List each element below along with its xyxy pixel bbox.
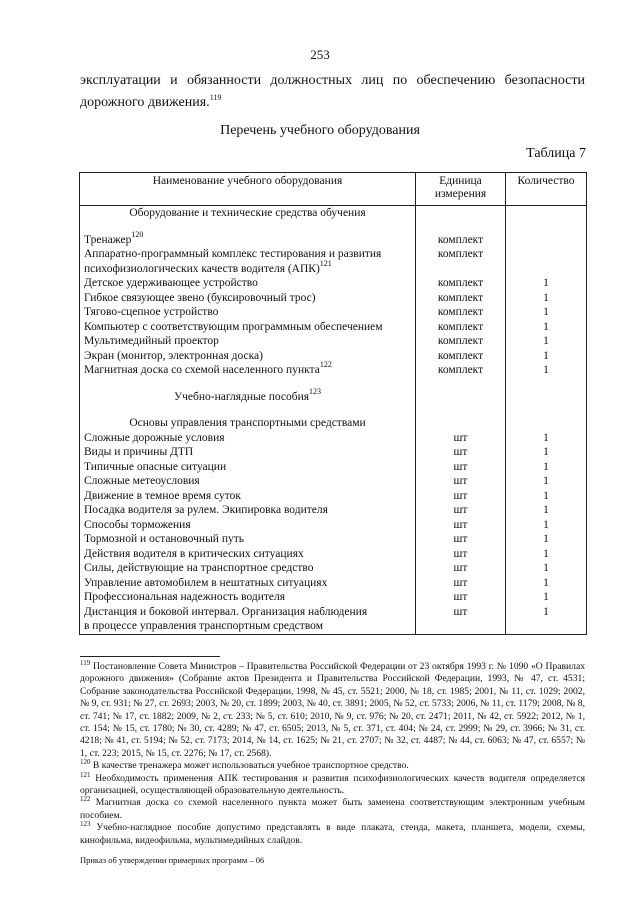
item-unit [416, 349, 506, 364]
table-body [80, 206, 587, 635]
item-unit-text: комплект [437, 248, 484, 260]
table-row [80, 532, 587, 547]
footnote-text: В качестве тренажера может использоваться учебное транспортное средство. [92, 760, 409, 772]
item-unit-text: комплект [437, 306, 484, 318]
empty-cell [416, 378, 506, 390]
item-unit-text: шт [453, 446, 468, 458]
item-unit [416, 320, 506, 335]
item-unit [416, 518, 506, 533]
item-quantity-text: 1 [543, 489, 549, 502]
header-name: Наименование учебного оборудования [80, 173, 416, 206]
item-quantity-text: 1 [543, 460, 549, 473]
item-quantity-text: 1 [543, 335, 549, 347]
item-unit-text: комплект [437, 364, 484, 376]
item-name-text: Силы, действующие на транспортное средство [84, 562, 314, 574]
table-spacer-row [80, 378, 587, 390]
item-unit [416, 561, 506, 576]
item-name [80, 605, 416, 635]
footnote [80, 661, 585, 760]
footnote-ref-119: 119 [209, 93, 222, 102]
item-name-text-continued: в процессе управления транспортным средством [84, 620, 323, 632]
item-quantity-text: 1 [543, 547, 549, 560]
item-quantity-text: 1 [543, 533, 549, 545]
empty-cell [506, 206, 587, 221]
table-row [80, 605, 587, 635]
item-quantity [506, 334, 587, 349]
item-unit [416, 247, 506, 276]
table-row [80, 518, 587, 533]
footnotes [80, 661, 585, 847]
item-quantity [506, 320, 587, 335]
item-quantity [506, 547, 587, 562]
footnote-text: Магнитная доска со схемой населенного пункта может быть заменена соответствующим электронным учебным пособием. [80, 797, 585, 821]
item-unit-text: шт [453, 504, 468, 516]
table-label: Таблица 7 [526, 146, 586, 161]
item-name-text: Дистанция и боковой интервал. Организация наблюдения [84, 605, 368, 618]
footnote-text: Необходимость применения АПК тестирования и развития психофизиологических качеств водителя определяется организацией, осуществляющей образовательную деятельность. [80, 772, 585, 797]
item-name-text: Способы торможения [84, 518, 191, 531]
item-unit [416, 590, 506, 605]
empty-cell [416, 390, 506, 405]
item-quantity-text: 1 [543, 306, 549, 318]
table-row [80, 474, 587, 489]
item-name [80, 291, 416, 306]
table-row [80, 334, 587, 349]
item-name [80, 445, 416, 460]
item-unit [416, 474, 506, 489]
intro-line-2 [80, 92, 585, 114]
footnote-ref: 123 [309, 386, 322, 396]
empty-cell [80, 404, 416, 416]
item-unit-text: шт [453, 562, 468, 574]
item-unit-text: комплект [437, 335, 484, 347]
item-unit [416, 576, 506, 591]
item-name-text: Магнитная доска со схемой населенного пункта [84, 364, 320, 376]
item-name [80, 460, 416, 475]
empty-cell [506, 390, 587, 405]
item-name [80, 229, 416, 248]
empty-cell [506, 221, 587, 233]
table-row [80, 489, 587, 504]
footnote-number: 120 [80, 758, 91, 767]
item-quantity [506, 605, 587, 635]
item-quantity [506, 291, 587, 306]
footnote-divider [80, 656, 220, 657]
item-quantity [506, 518, 587, 533]
item-name [80, 532, 416, 547]
item-quantity [506, 445, 587, 460]
item-name-text: Аппаратно-программный комплекс тестирования и развития [84, 248, 382, 260]
footnote-text: Учебно-наглядное пособие допустимо представлять в виде плаката, стенда, макета, планшета, модели, схемы, кинофильма, видеофильма, мультимедийных слайдов. [80, 822, 585, 846]
footnote [80, 822, 585, 847]
table-spacer-row [80, 221, 587, 233]
item-name [80, 360, 416, 378]
table-header-row [80, 173, 587, 206]
item-unit [416, 431, 506, 446]
table-row [80, 460, 587, 475]
section-equipment [80, 206, 416, 221]
table-spacer-row [80, 404, 587, 416]
table-row [80, 547, 587, 562]
footnote [80, 770, 585, 798]
item-name [80, 431, 416, 446]
item-name-text: Сложные дорожные условия [84, 431, 225, 444]
footnote-ref: 120 [131, 229, 144, 239]
item-name-text: Действия водителя в критических ситуациях [84, 547, 304, 560]
item-quantity-text: 1 [543, 277, 549, 289]
item-name [80, 503, 416, 518]
empty-cell [506, 378, 587, 390]
footnote [80, 797, 585, 822]
item-unit [416, 605, 506, 635]
item-name-text: Управление автомобилем в нештатных ситуациях [84, 576, 328, 589]
section-equipment-text: Оборудование и технические средства обучения [129, 207, 366, 219]
footnote-text: Постановление Совета Министров – Правительства Российской Федерации от 23 октября 1993 г. № 1090 «О Правилах дорожного движения» (Собрание актов Президента и Правительства Российской Федерации, 1993, № 47, ст. 4531; Собрание законодательства Российской Федерации, 1998, № 45, ст. 5521; 2000, № 18, ст. 1985; 2001, № 11, ст. 1029; 2002, № 9, ст. 931; № 27, ст. 2693; 2003, № 20, ст. 1899; 2003, № 40, ст. 3891; 2005, № 52, ст. 5733; 2006, № 11, ст. 1179; 2008, № 8, ст. 741; № 17, ст. 1882; 2009, № 2, ст. 233; № 5, ст. 610; 2010, № 9, ст. 976; № 20, ст. 2471; 2011, № 42, ст. 5922; 2012, № 1, ст. 154; № 15, ст. 1780; № 30, ст. 4289; № 47, ст. 6505; 2013, № 5, ст. 371, ст. 404; № 24, ст. 2999; № 29, ст. 3966; № 31, ст. 4218; № 41, ст. 5194; № 52, ст. 7173; 2014, № 14, ст. 1625; № 21, ст. 2707; № 32, ст. 4487; № 44, ст. 6063; № 47, ст. 6557; № 1, ст. 223; 2015, № 15, ст. 2276; № 17, ст. 2568). [80, 661, 585, 759]
table-row [80, 431, 587, 446]
item-quantity [506, 503, 587, 518]
item-unit-text: шт [453, 591, 468, 603]
item-unit [416, 532, 506, 547]
item-name-text: Компьютер с соответствующим программным обеспечением [84, 320, 383, 333]
item-quantity [506, 474, 587, 489]
item-unit [416, 276, 506, 291]
equipment-table [79, 172, 587, 635]
item-unit-text: шт [453, 605, 468, 618]
item-quantity [506, 247, 587, 276]
item-quantity [506, 561, 587, 576]
header-quantity: Количество [506, 173, 587, 206]
footnote-number: 119 [80, 659, 91, 667]
item-quantity-text: 1 [543, 364, 549, 376]
table-row [80, 320, 587, 335]
item-name-text: Типичные опасные ситуации [84, 460, 227, 473]
table-section-row [80, 390, 587, 405]
section-visual-aids [80, 386, 416, 405]
item-quantity [506, 363, 587, 378]
item-quantity [506, 460, 587, 475]
item-unit-text: комплект [437, 233, 484, 246]
item-quantity-text: 1 [543, 320, 549, 333]
item-name-text: Движение в темное время суток [84, 489, 241, 502]
section-visual-aids-text: Учебно-наглядные пособия [173, 390, 310, 403]
empty-cell [506, 416, 587, 431]
document-title: Перечень учебного оборудования [220, 123, 420, 138]
table-section-row [80, 416, 587, 431]
item-quantity-text: 1 [543, 431, 549, 444]
item-name-text: Виды и причины ДТП [84, 446, 194, 458]
empty-cell [80, 378, 416, 390]
table-row [80, 276, 587, 291]
empty-cell [416, 416, 506, 431]
item-name-text: Мультимедийный проектор [84, 335, 219, 347]
empty-cell [80, 221, 416, 233]
table-row [80, 233, 587, 248]
table-row [80, 363, 587, 378]
item-unit-text: шт [453, 547, 468, 560]
page-number: 253 [310, 47, 330, 62]
item-name [80, 334, 416, 349]
item-name-text: Тренажер [84, 233, 132, 246]
empty-cell [416, 221, 506, 233]
item-unit-text: комплект [437, 349, 484, 362]
table-row [80, 590, 587, 605]
item-quantity [506, 305, 587, 320]
item-unit-text: шт [453, 533, 468, 545]
item-unit [416, 233, 506, 248]
section-vehicle-control-text: Основы управления транспортными средствами [129, 417, 366, 429]
item-quantity-text: 1 [543, 475, 549, 487]
item-unit [416, 547, 506, 562]
item-quantity-text: 1 [543, 504, 549, 516]
item-unit [416, 503, 506, 518]
empty-cell [416, 206, 506, 221]
item-unit-text: шт [453, 460, 468, 473]
item-quantity-text: 1 [543, 349, 549, 362]
item-name-text: Тормозной и остановочный путь [84, 533, 245, 545]
table-row [80, 305, 587, 320]
item-unit [416, 460, 506, 475]
item-name-text: Детское удерживающее устройство [84, 277, 258, 289]
item-quantity [506, 276, 587, 291]
item-name [80, 590, 416, 605]
item-unit [416, 305, 506, 320]
item-name [80, 561, 416, 576]
item-unit [416, 445, 506, 460]
item-quantity-text: 1 [543, 446, 549, 458]
intro-line-2-text: дорожного движения. [80, 95, 210, 110]
footnote-number: 122 [80, 795, 91, 804]
item-quantity [506, 349, 587, 364]
item-name-text: Тягово-сцепное устройство [84, 306, 219, 318]
header-unit: Единица измерения [416, 173, 506, 206]
empty-cell [416, 404, 506, 416]
item-quantity [506, 532, 587, 547]
item-name [80, 518, 416, 533]
item-quantity [506, 431, 587, 446]
item-quantity [506, 590, 587, 605]
item-name-text: Посадка водителя за рулем. Экипировка водителя [84, 504, 328, 516]
item-name [80, 576, 416, 591]
item-name-text-continued: психофизиологических качеств водителя (АПК) [84, 262, 320, 275]
item-unit [416, 363, 506, 378]
table-row [80, 561, 587, 576]
item-quantity-text: 1 [543, 518, 549, 531]
table-row [80, 247, 587, 276]
item-quantity-text: 1 [543, 591, 549, 603]
footnote-number: 123 [80, 820, 91, 829]
item-quantity-text: 1 [543, 291, 549, 304]
item-unit-text: шт [453, 475, 468, 487]
item-unit-text: шт [453, 489, 468, 502]
item-name [80, 474, 416, 489]
item-unit-text: шт [453, 576, 468, 589]
item-quantity [506, 233, 587, 248]
intro-line-1: эксплуатации и обязанности должностных лиц по обеспечению безопасности [80, 73, 585, 88]
table-row [80, 349, 587, 364]
section-vehicle-control [80, 416, 416, 431]
item-quantity-text: 1 [543, 562, 549, 574]
empty-cell [506, 404, 587, 416]
table-section-row [80, 206, 587, 221]
item-name-text: Гибкое связующее звено (буксировочный трос) [84, 291, 316, 304]
item-quantity-text: 1 [543, 576, 549, 589]
item-name-text: Сложные метеоусловия [84, 475, 200, 487]
table-row [80, 445, 587, 460]
item-name-text: Профессиональная надежность водителя [84, 591, 286, 603]
item-name [80, 247, 416, 276]
table-row [80, 503, 587, 518]
item-quantity [506, 576, 587, 591]
item-unit-text: комплект [437, 277, 484, 289]
item-unit-text: шт [453, 518, 468, 531]
item-name [80, 489, 416, 504]
item-unit [416, 291, 506, 306]
table-row [80, 291, 587, 306]
footnote [80, 760, 585, 772]
item-unit-text: комплект [437, 291, 484, 304]
footnote-ref: 122 [319, 360, 332, 369]
item-unit [416, 489, 506, 504]
item-name-text: Экран (монитор, электронная доска) [84, 349, 263, 362]
footnote-number: 121 [80, 770, 91, 779]
item-name [80, 349, 416, 364]
table-row [80, 576, 587, 591]
item-name [80, 305, 416, 320]
item-unit-text: комплект [437, 320, 484, 333]
item-name [80, 320, 416, 335]
item-unit [416, 334, 506, 349]
footer-text: Приказ об утверждении примерных программ – 06 [80, 855, 265, 865]
item-quantity [506, 489, 587, 504]
item-name [80, 547, 416, 562]
footnote-ref: 121 [319, 258, 332, 268]
item-name [80, 276, 416, 291]
item-unit-text: шт [453, 431, 468, 444]
item-quantity-text: 1 [543, 605, 549, 618]
